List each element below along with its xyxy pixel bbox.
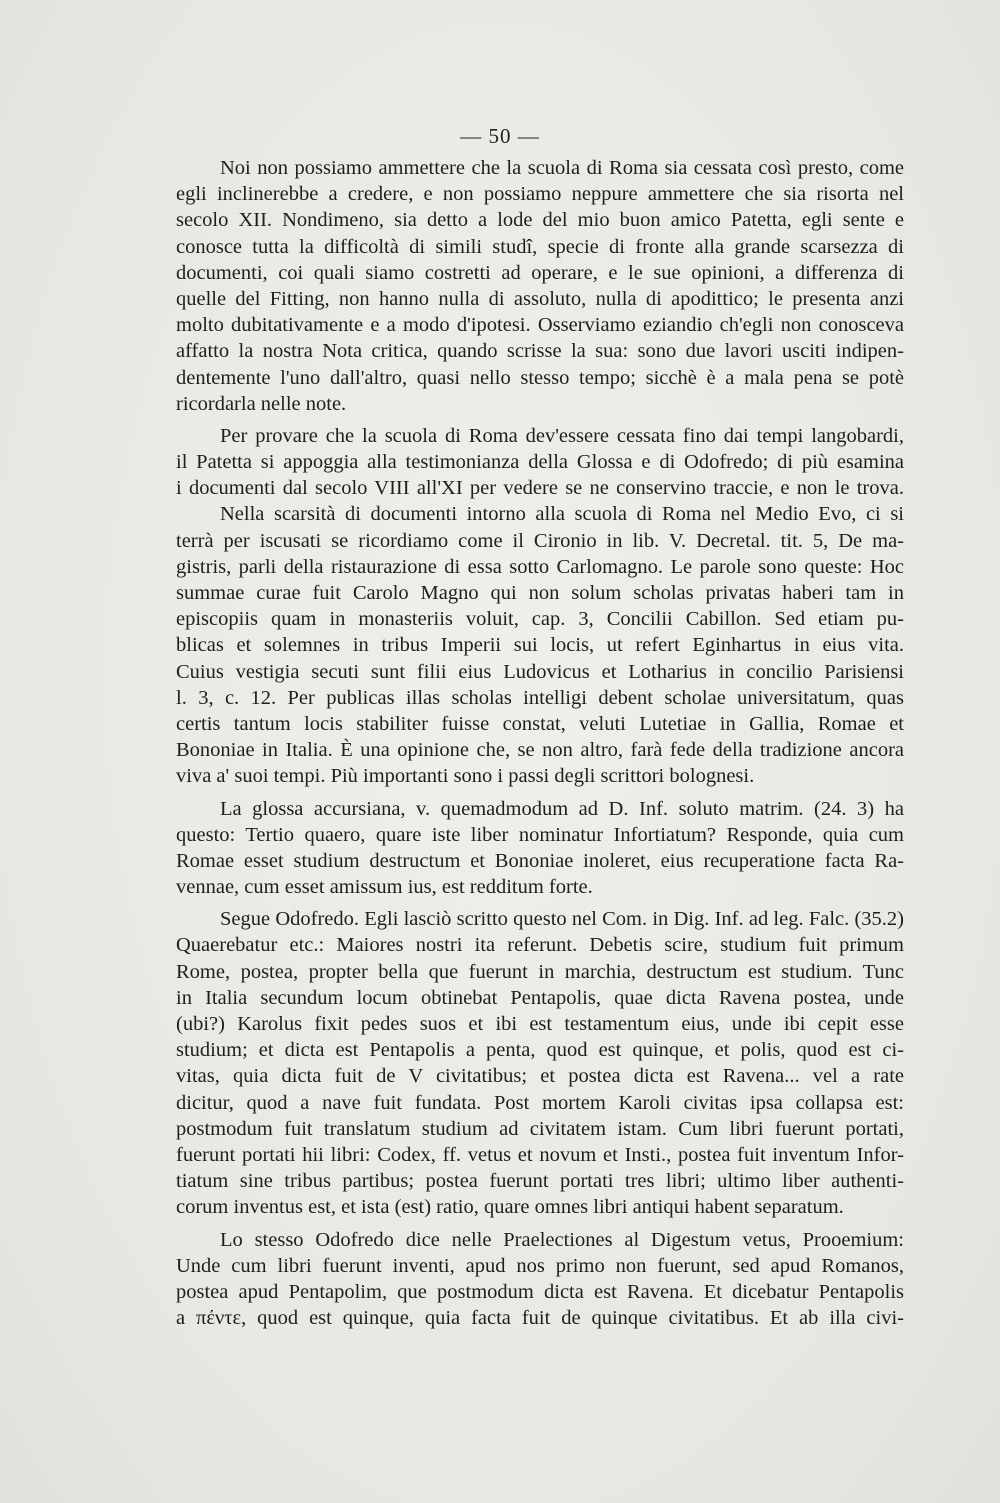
text-line: Unde cum libri fuerunt inventi, apud nos primo non fuerunt, sed apud Romanos, (176, 1254, 904, 1277)
text-line: molto dubitativamente e a modo d'ipotesi. Osserviamo eziandio ch'egli non conosceva (176, 314, 904, 337)
text-line: Cuius vestigia secuti sunt filii eius Ludovicus et Lotharius in concilio Parisiensi (176, 660, 904, 683)
text-line: postmodum fuit translatum studium ad civitatem istam. Cum libri fuerunt portati, (176, 1117, 904, 1140)
text-line: Romae esset studium destructum et Bononiae inoleret, eius recuperatione facta Ra- (176, 849, 904, 872)
text-line: quelle del Fitting, non hanno nulla di assoluto, nulla di apodittico; le presenta anzi (176, 287, 904, 310)
text-line: gistris, parli della ristaurazione di essa sotto Carlomagno. Le parole sono queste: Hoc (176, 555, 904, 578)
text-line: Noi non possiamo ammettere che la scuola di Roma sia cessata così presto, come (220, 157, 904, 179)
text-line: Nella scarsità di documenti intorno alla scuola di Roma nel Medio Evo, ci si (220, 503, 904, 526)
text-line: egli inclinerebbe a credere, e non possiamo neppure ammettere che sia risorta nel (176, 183, 904, 206)
text-line: in Italia secundum locum obtinebat Pentapolis, quae dicta Ravena postea, unde (176, 986, 904, 1009)
text-line: Quaerebatur etc.: Maiores nostri ita referunt. Debetis scire, studium fuit primum (176, 934, 904, 957)
text-line: studium; et dicta est Pentapolis a penta, quod est quinque, et polis, quod est ci- (176, 1039, 904, 1062)
text-line: tiatum sine tribus partibus; postea fuerunt portati tres libri; ultimo liber authenti- (176, 1170, 904, 1193)
body-text (176, 155, 904, 1331)
text-line: vennae, cum esset amissum ius, est redditum forte. (176, 876, 593, 899)
text-line: i documenti dal secolo VIII all'XI per vedere se ne conservino traccie, e non le trova. (176, 477, 904, 500)
text-line: corum inventus est, et ista (est) ratio, quare omnes libri antiqui habent separatum. (176, 1196, 844, 1219)
text-line: vitas, quia dicta fuit de V civitatibus; et postea dicta est Ravena... vel a rate (176, 1065, 904, 1088)
text-line: a πέντε, quod est quinque, quia facta fuit de quinque civitatibus. Et ab illa civi- (176, 1307, 904, 1330)
page-number: — 50 — (460, 124, 540, 148)
text-line: La glossa accursiana, v. quemadmodum ad D. Inf. soluto matrim. (24. 3) ha (220, 797, 904, 820)
text-line: Rome, postea, propter bella que fuerunt in marchia, destructum est studium. Tunc (176, 960, 904, 983)
text-line: certis tantum locis stabiliter fuisse constat, veluti Lutetiae in Gallia, Romae et (176, 712, 904, 735)
text-line: Bononiae in Italia. È una opinione che, se non altro, farà fede della tradizione ancora (176, 739, 904, 762)
text-line: terrà per iscusati se ricordiamo come il Cironio in lib. V. Decretal. tit. 5, De ma- (176, 529, 904, 552)
text-line: postea apud Pentapolim, que postmodum dicta est Ravena. Et dicebatur Pentapolis (176, 1280, 904, 1303)
text-line: dicitur, quod a nave fuit fundata. Post mortem Karoli civitas ipsa collapsa est: (176, 1091, 904, 1114)
text-line: viva a' suoi tempi. Più importanti sono i passi degli scrittori bolognesi. (176, 765, 755, 788)
text-line: Per provare che la scuola di Roma dev'essere cessata fino dai tempi langobardi, (220, 424, 904, 447)
text-line: affatto la nostra Nota critica, quando scrisse la sua: sono due lavori usciti indipen- (176, 340, 904, 363)
text-line: episcopiis quam in monasteriis voluit, cap. 3, Concilii Cabillon. Sed etiam pu- (176, 608, 904, 631)
text-line: summae curae fuit Carolo Magno qui non solum scholas privatas haberi tam in (176, 582, 904, 604)
text-line: Segue Odofredo. Egli lasciò scritto questo nel Com. in Dig. Inf. ad leg. Falc. (35.2) (220, 908, 904, 931)
text-line: blicas et solemnes in tribus Imperii sui locis, ut refert Eginhartus in eius vita. (176, 634, 904, 657)
text-line: secolo XII. Nondimeno, sia detto a lode del mio buon amico Patetta, egli sente e (176, 209, 904, 232)
text-line: conosce tutta la difficoltà di simili studî, specie di fronte alla grande scarsezza di (176, 235, 904, 258)
text-line: il Patetta si appoggia alla testimonianza della Glossa e di Odofredo; di più esamina (176, 451, 904, 474)
text-line: fuerunt portati hii libri: Codex, ff. vetus et novum et Insti., postea fuit inventum Infor- (176, 1143, 904, 1166)
text-line: Lo stesso Odofredo dice nelle Praelectiones al Digestum vetus, Prooemium: (220, 1228, 904, 1251)
text-line: dentemente l'uno dall'altro, quasi nello stesso tempo; sicchè è a mala pena se potè (176, 366, 904, 389)
text-line: documenti, coi quali siamo costretti ad operare, e le sue opinioni, a differenza di (176, 261, 904, 284)
text-line: l. 3, c. 12. Per publicas illas scholas intelligi debent scholae universitatum, quas (176, 686, 904, 709)
text-line: (ubi?) Karolus fixit pedes suos et ibi est testamentum eius, unde ibi cepit esse (176, 1013, 904, 1035)
text-line: questo: Tertio quaero, quare iste liber nominatur Infortiatum? Responde, quia cum (176, 823, 904, 846)
text-line: ricordarla nelle note. (176, 392, 347, 415)
